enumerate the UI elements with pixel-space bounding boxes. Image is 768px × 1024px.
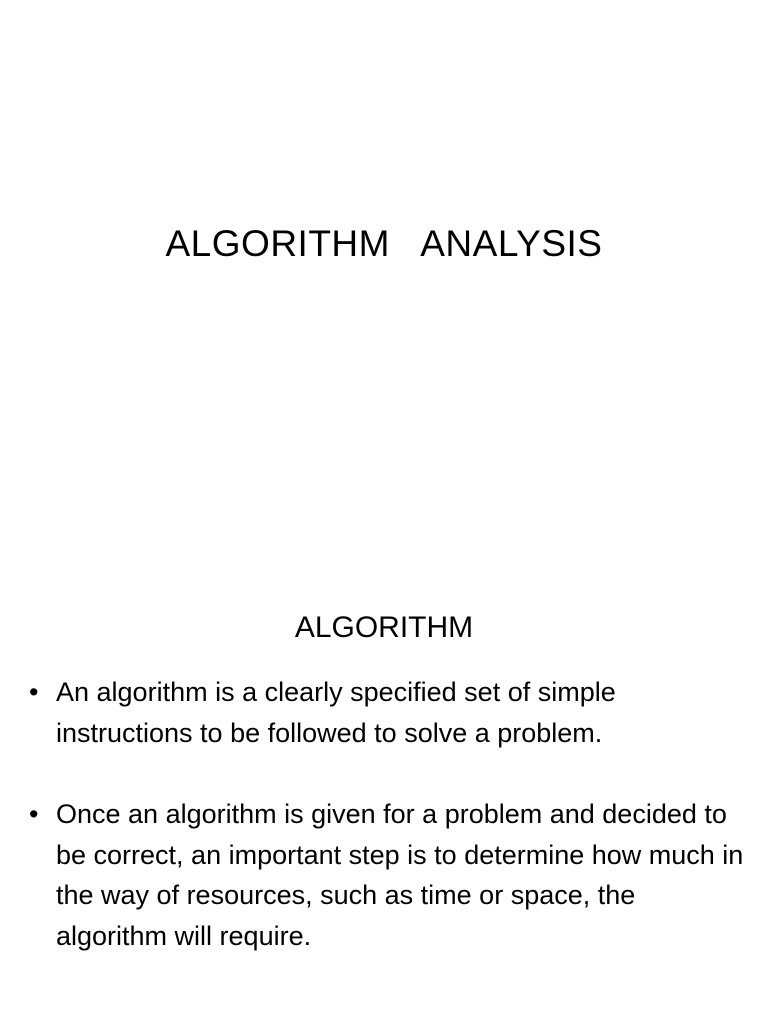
slide-title: ALGORITHM ANALYSIS (165, 223, 603, 264)
bullet-text: An algorithm is a clearly specified set of simple instructions to be followed to solve a problem. (56, 677, 616, 748)
list-item (0, 672, 768, 753)
bullet-text: Once an algorithm is given for a problem and decided to be correct, an important step is to determine how much in the way of resources, such as time or space, the algorithm will require. (56, 799, 744, 951)
content-slide (0, 512, 768, 1024)
bullet-icon: • (29, 677, 39, 707)
slide-heading: ALGORITHM (294, 611, 474, 644)
bullet-list (0, 672, 768, 956)
bullet-icon: • (29, 799, 39, 829)
list-item (0, 794, 768, 956)
